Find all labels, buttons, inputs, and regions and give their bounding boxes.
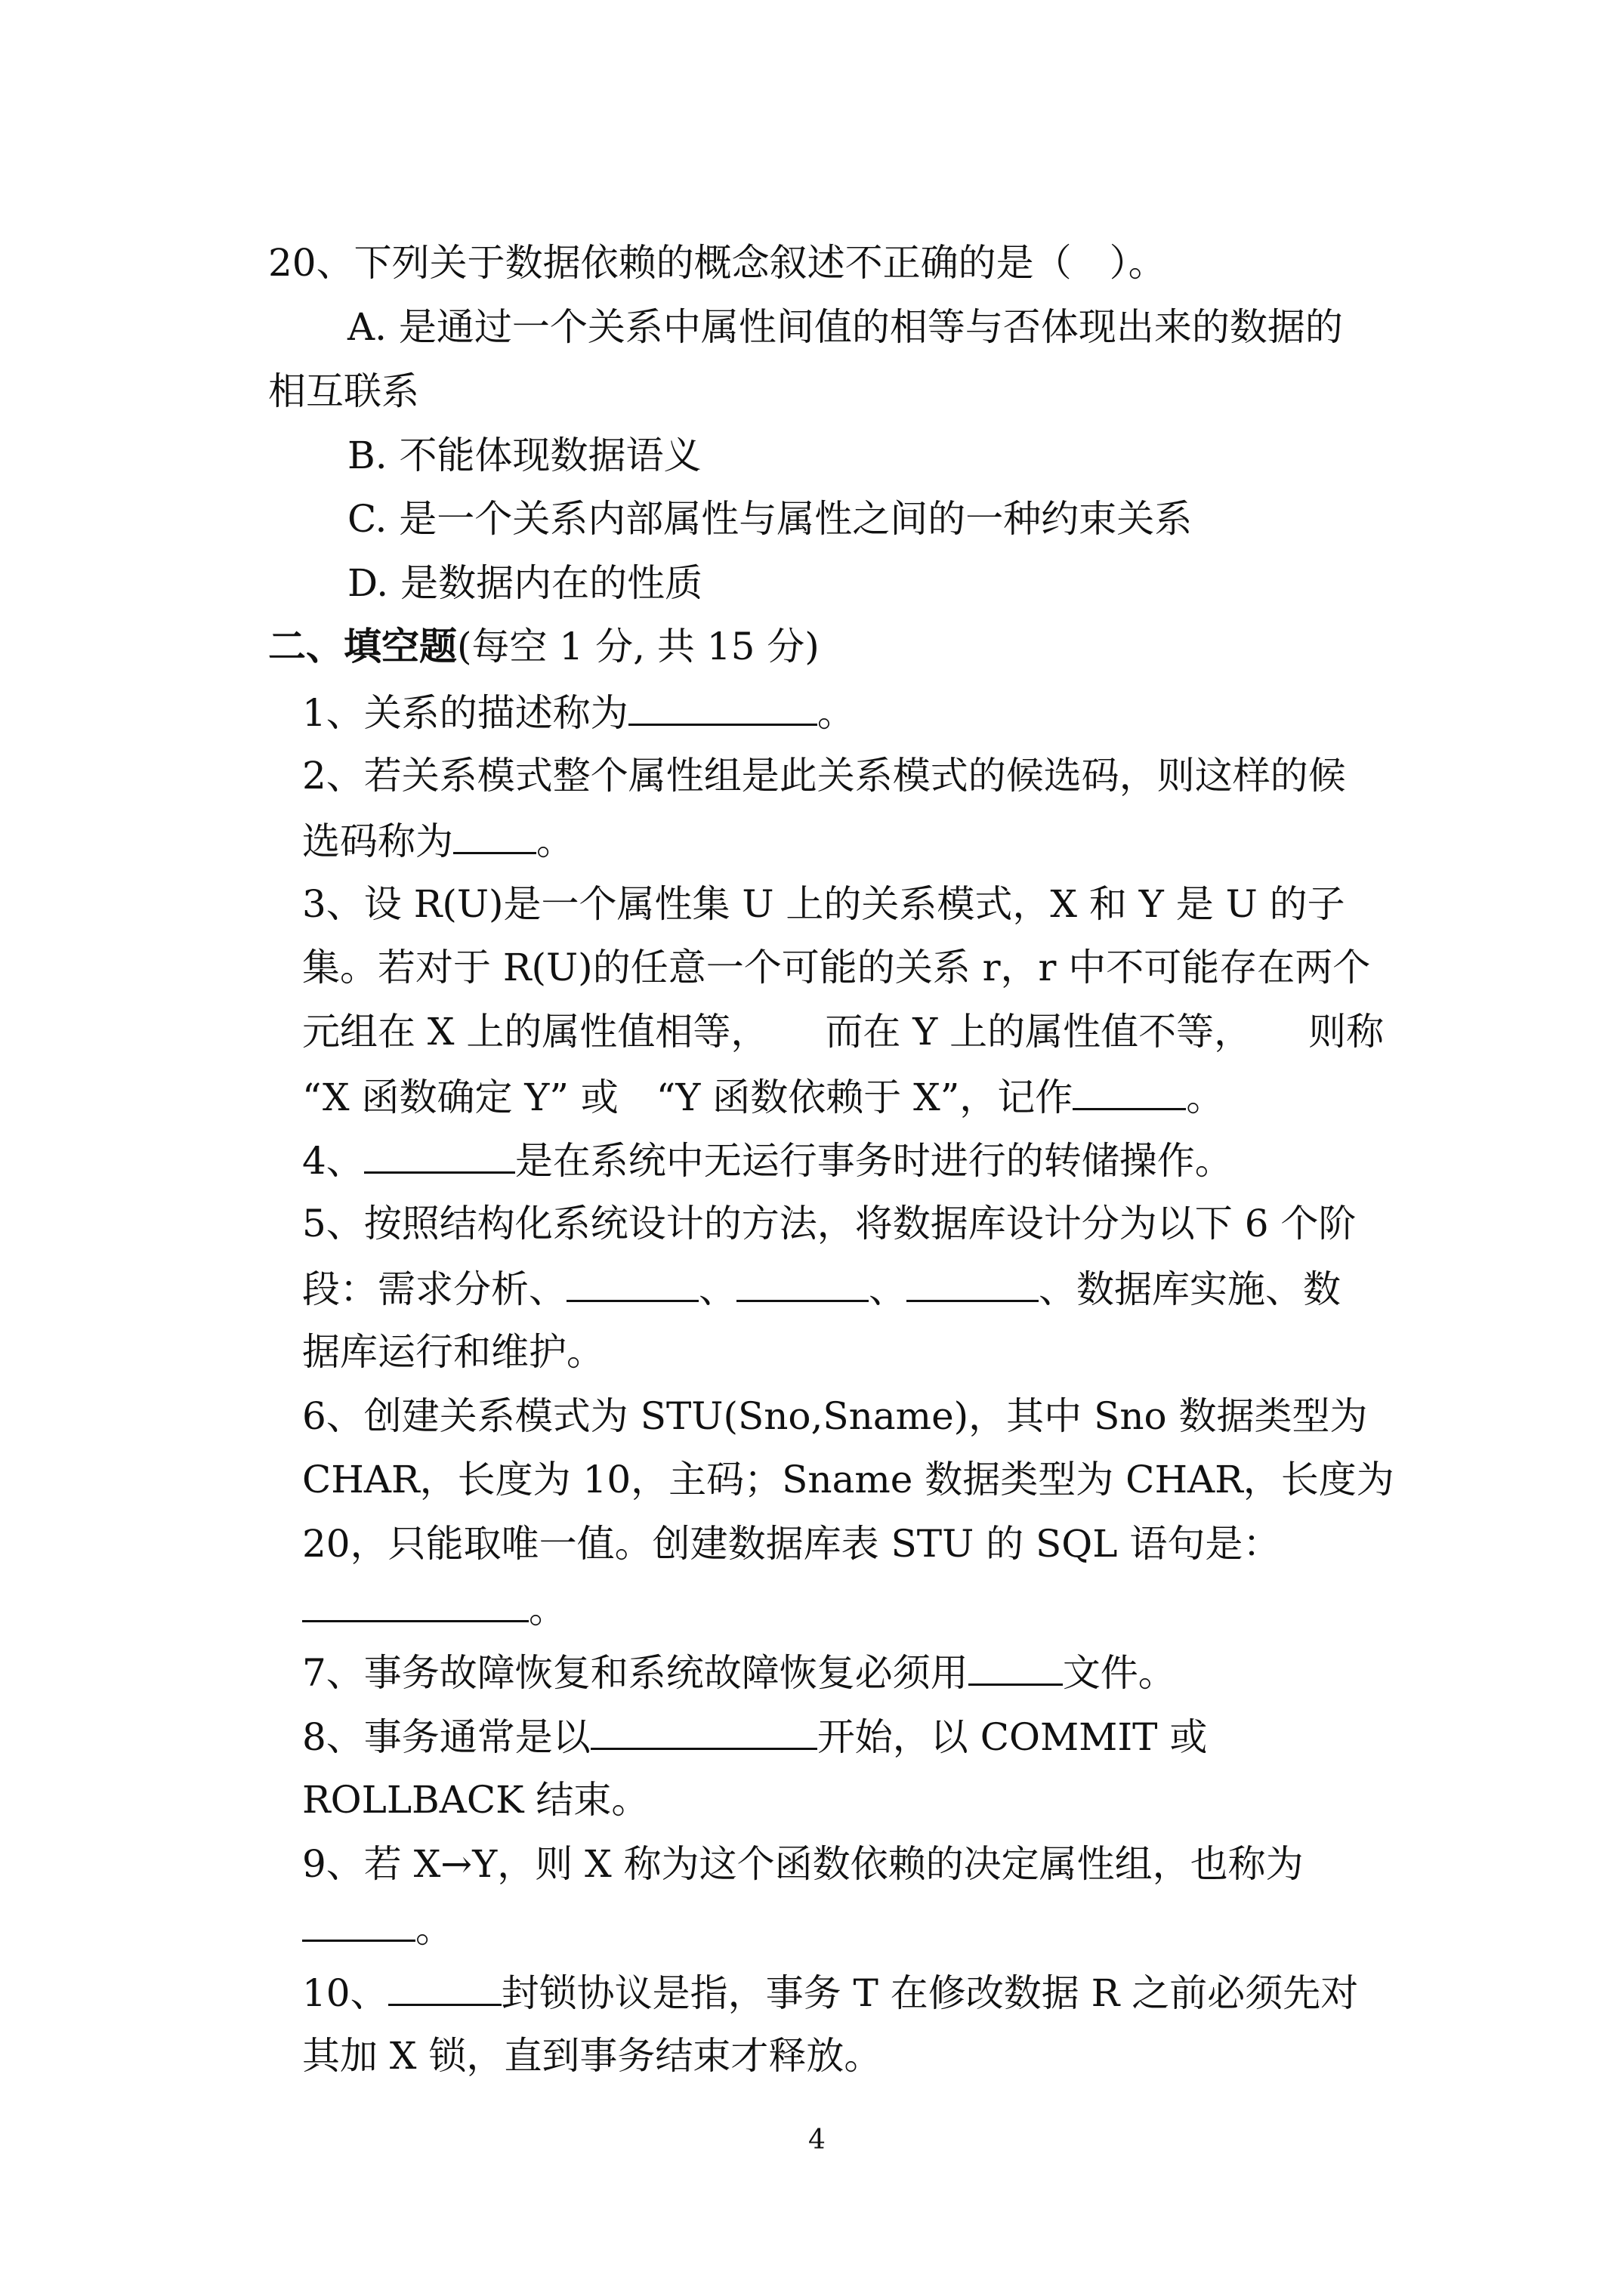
fill-question-6-line3: 20，只能取唯一值。创建数据库表 STU 的 SQL 语句是： <box>302 1522 1281 1566</box>
fill-q9-end: 。 <box>415 1907 453 1951</box>
answer-blank[interactable] <box>736 1265 869 1302</box>
fill-q5-text: 段：需求分析、 <box>302 1267 567 1311</box>
question-20-option-d: D. 是数据内在的性质 <box>347 561 703 605</box>
fill-question-1 <box>302 689 855 736</box>
fill-q4-number: 4、 <box>302 1139 364 1183</box>
fill-q5-sep: 、 <box>869 1267 906 1311</box>
question-20-option-a: A. 是通过一个关系中属性间值的相等与否体现出来的数据的 <box>347 305 1343 349</box>
section-2-scoring: (每空 1 分, 共 15 分) <box>457 625 820 668</box>
fill-q8-text: 8、事务通常是以 <box>302 1715 591 1759</box>
fill-question-4 <box>302 1137 1233 1184</box>
section-2-title: 二、填空题 <box>268 624 457 668</box>
section-2-heading <box>268 624 820 669</box>
fill-question-6: 6、创建关系模式为 STU(Sno,Sname)，其中 Sno 数据类型为 <box>302 1394 1368 1438</box>
fill-question-8-line2: ROLLBACK 结束。 <box>302 1778 650 1822</box>
fill-question-7 <box>302 1649 1176 1696</box>
fill-question-6-line2: CHAR，长度为 10，主码；Sname 数据类型为 CHAR，长度为 <box>302 1458 1394 1501</box>
fill-q5-text-end: 、数据库实施、数 <box>1039 1267 1341 1311</box>
fill-question-9-line2 <box>302 1905 453 1952</box>
fill-q3-text: “X 函数确定 Y” 或 “Y 函数依赖于 X”，记作 <box>302 1076 1073 1119</box>
fill-question-2: 2、若关系模式整个属性组是此关系模式的候选码，则这样的候 <box>302 754 1346 798</box>
fill-q1-text: 1、关系的描述称为 <box>302 691 628 735</box>
answer-blank[interactable] <box>591 1713 817 1750</box>
fill-question-8 <box>302 1713 1207 1760</box>
fill-q1-end: 。 <box>817 691 855 735</box>
fill-q3-end: 。 <box>1186 1076 1224 1119</box>
fill-q2-end: 。 <box>536 819 574 863</box>
answer-blank[interactable] <box>906 1265 1039 1302</box>
fill-question-9: 9、若 X→Y，则 X 称为这个函数依赖的决定属性组，也称为 <box>302 1842 1304 1886</box>
answer-blank[interactable] <box>567 1265 699 1302</box>
fill-q8-end: 开始，以 COMMIT 或 <box>817 1715 1208 1759</box>
answer-blank[interactable] <box>1073 1073 1186 1110</box>
fill-question-3-line3: 元组在 X 上的属性值相等， 而在 Y 上的属性值不等， 则称 <box>302 1010 1385 1054</box>
fill-question-5-line2 <box>302 1265 1341 1312</box>
fill-question-3-line2: 集。若对于 R(U)的任意一个可能的关系 r，r 中不可能存在两个 <box>302 946 1371 989</box>
fill-question-5: 5、按照结构化系统设计的方法，将数据库设计分为以下 6 个阶 <box>302 1202 1357 1245</box>
page-number: 4 <box>808 2125 826 2156</box>
fill-question-3-line4 <box>302 1073 1224 1120</box>
fill-q4-text: 是在系统中无运行事务时进行的转储操作。 <box>514 1139 1233 1183</box>
fill-q2-text: 选码称为 <box>302 819 453 863</box>
question-20-option-a-cont: 相互联系 <box>268 369 419 413</box>
fill-question-2-cont <box>302 817 574 864</box>
fill-question-10 <box>302 1969 1358 2016</box>
answer-blank[interactable] <box>364 1137 515 1174</box>
answer-blank[interactable] <box>302 1905 415 1942</box>
answer-blank[interactable] <box>453 817 536 854</box>
question-20-stem: 20、下列关于数据依赖的概念叙述不正确的是（ ）。 <box>268 241 1166 285</box>
fill-q10-number: 10、 <box>302 1971 388 2015</box>
fill-q7-text: 7、事务故障恢复和系统故障恢复必须用 <box>302 1651 968 1695</box>
fill-q7-end: 文件。 <box>1062 1651 1176 1695</box>
answer-blank[interactable] <box>628 689 817 726</box>
answer-blank[interactable] <box>968 1649 1063 1686</box>
answer-blank[interactable] <box>302 1585 529 1622</box>
question-20-option-b: B. 不能体现数据语义 <box>347 434 702 477</box>
fill-question-5-line3: 据库运行和维护。 <box>302 1330 604 1374</box>
fill-q5-sep: 、 <box>699 1267 736 1311</box>
fill-question-3: 3、设 R(U)是一个属性集 U 上的关系模式，X 和 Y 是 U 的子 <box>302 882 1345 926</box>
answer-blank[interactable] <box>388 1969 502 2006</box>
fill-q6-end: 。 <box>529 1588 567 1631</box>
fill-q10-text: 封锁协议是指，事务 T 在修改数据 R 之前必须先对 <box>501 1971 1359 2015</box>
question-20-option-c: C. 是一个关系内部属性与属性之间的一种约束关系 <box>347 497 1193 541</box>
fill-question-10-line2: 其加 X 锁，直到事务结束才释放。 <box>302 2034 882 2078</box>
fill-question-6-line4 <box>302 1585 567 1632</box>
